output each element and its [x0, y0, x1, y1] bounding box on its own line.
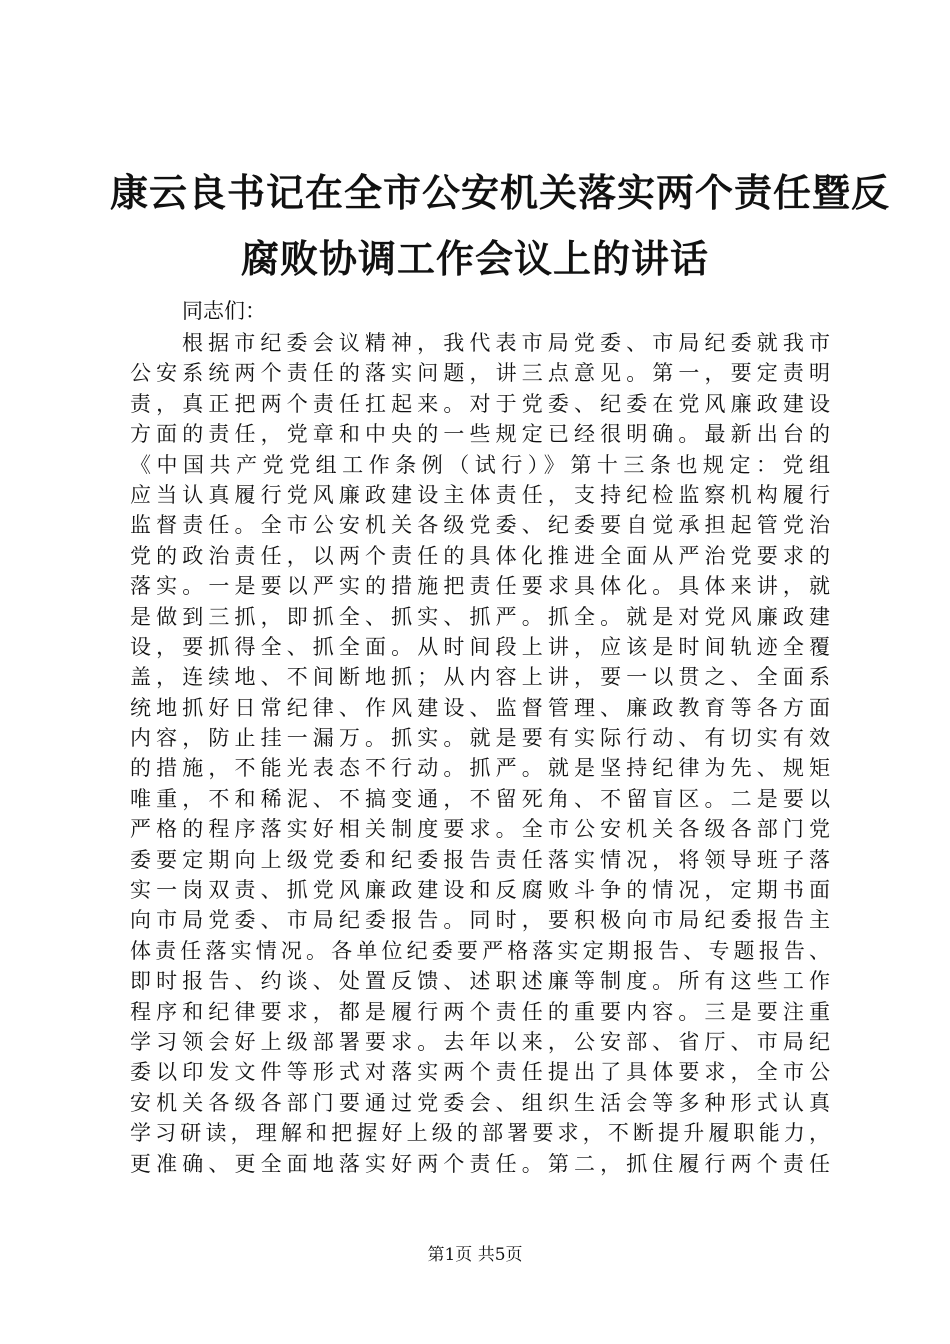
body-line: 内容，防止挂一漏万。抓实。就是要有实际行动、有切实有效 [130, 726, 830, 751]
body-line: 唯重，不和稀泥、不搞变通，不留死角、不留盲区。二是要以 [130, 786, 830, 811]
body-line: 盖，连续地、不间断地抓；从内容上讲，要一以贯之、全面系 [130, 665, 830, 690]
body-line: 公安系统两个责任的落实问题，讲三点意见。第一，要定责明 [130, 361, 830, 386]
body-line: 监督责任。全市公安机关各级党委、纪委要自觉承担起管党治 [130, 513, 830, 538]
body-line: 更准确、更全面地落实好两个责任。第二，抓住履行两个责任 [130, 1151, 830, 1176]
body-line: 是做到三抓，即抓全、抓实、抓严。抓全。就是对党风廉政建 [130, 604, 830, 629]
body-line: 应当认真履行党风廉政建设主体责任，支持纪检监察机构履行 [130, 482, 830, 507]
body-line: 方面的责任，党章和中央的一些规定已经很明确。最新出台的 [130, 422, 830, 447]
body-line: 实一岗双责、抓党风廉政建设和反腐败斗争的情况，定期书面 [130, 878, 830, 903]
body-line: 程序和纪律要求，都是履行两个责任的重要内容。三是要注重 [130, 999, 830, 1024]
document-title [110, 160, 891, 292]
greeting: 同志们： [182, 299, 266, 323]
body-text [130, 328, 830, 1179]
body-line: 学习研读，理解和把握好上级的部署要求，不断提升履职能力， [130, 1121, 830, 1146]
page-footer: 第1页 共5页 [427, 1245, 523, 1265]
body-line: 责，真正把两个责任扛起来。对于党委、纪委在党风廉政建设 [130, 391, 830, 416]
body-line: 体责任落实情况。各单位纪委要严格落实定期报告、专题报告、 [130, 938, 830, 963]
body-line: 《中国共产党党组工作条例（试行）》第十三条也规定：党组 [130, 452, 830, 477]
title-line: 康云良书记在全市公安机关落实两个责任暨反 [110, 171, 891, 215]
body-line: 向市局党委、市局纪委报告。同时，要积极向市局纪委报告主 [130, 908, 830, 933]
body-line: 学习领会好上级部署要求。去年以来，公安部、省厅、市局纪 [130, 1029, 830, 1054]
body-line: 设，要抓得全、抓全面。从时间段上讲，应该是时间轨迹全覆 [130, 634, 830, 659]
body-line: 统地抓好日常纪律、作风建设、监督管理、廉政教育等各方面 [130, 695, 830, 720]
body-line: 根据市纪委会议精神，我代表市局党委、市局纪委就我市 [182, 331, 830, 355]
body-line: 落实。一是要以严实的措施把责任要求具体化。具体来讲，就 [130, 574, 830, 599]
body-line: 安机关各级各部门要通过党委会、组织生活会等多种形式认真 [130, 1090, 830, 1115]
body-line: 党的政治责任，以两个责任的具体化推进全面从严治党要求的 [130, 543, 830, 568]
body-line: 委要定期向上级党委和纪委报告责任落实情况，将领导班子落 [130, 847, 830, 872]
body-line: 委以印发文件等形式对落实两个责任提出了具体要求，全市公 [130, 1060, 830, 1085]
body-line: 严格的程序落实好相关制度要求。全市公安机关各级各部门党 [130, 817, 830, 842]
body-line: 的措施，不能光表态不行动。抓严。就是坚持纪律为先、规矩 [130, 756, 830, 781]
body-line: 即时报告、约谈、处置反馈、述职述廉等制度。所有这些工作 [130, 969, 830, 994]
title-line: 腐败协调工作会议上的讲话 [240, 237, 709, 281]
